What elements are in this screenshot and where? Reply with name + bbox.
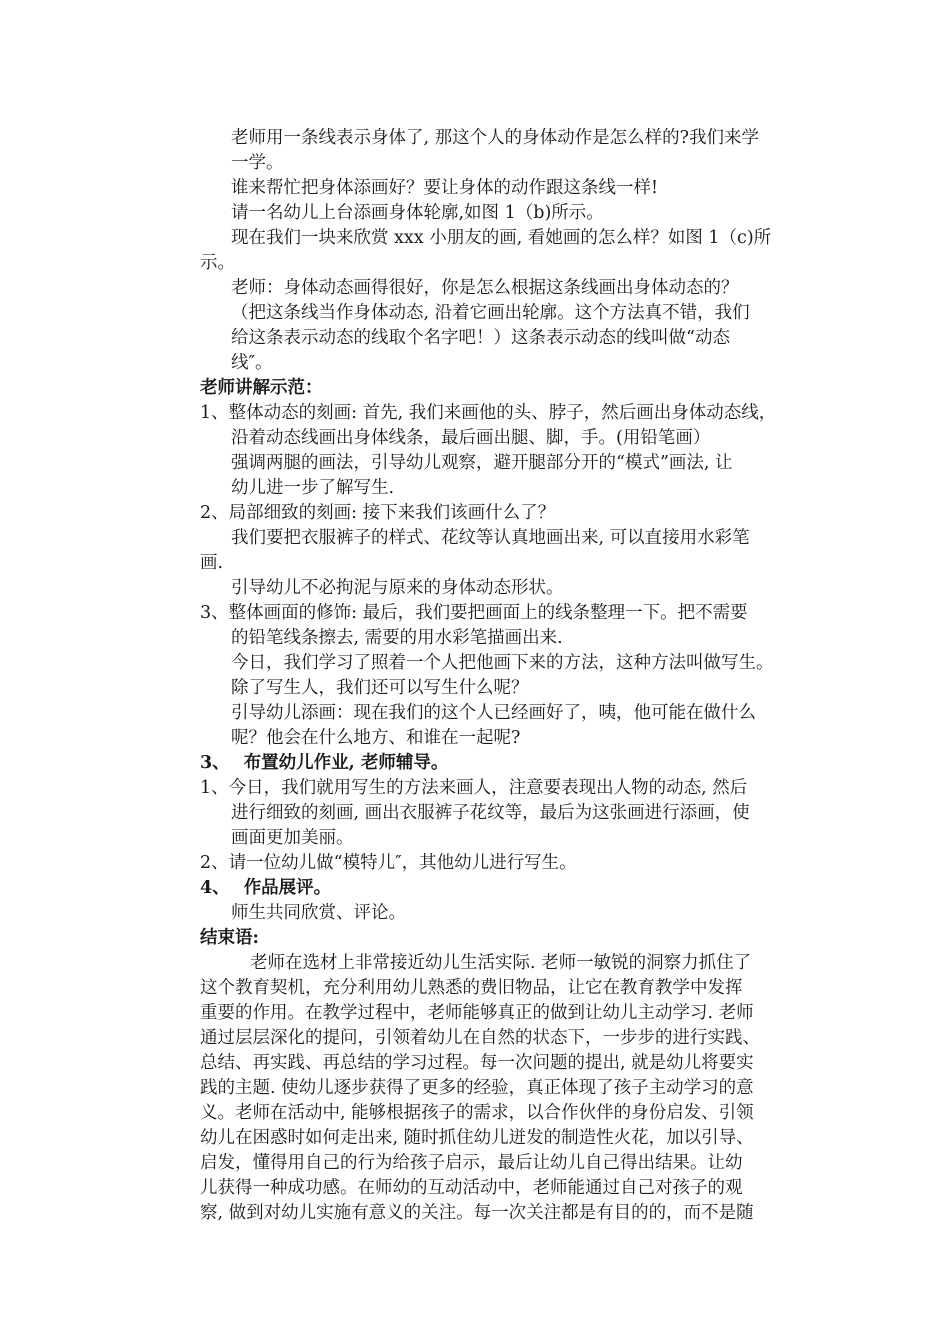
demo-step1-line-4: 幼儿进一步了解写生. bbox=[231, 478, 395, 498]
homework-number: 3、 bbox=[200, 753, 230, 773]
intro-line-2: 一学。 bbox=[231, 153, 284, 173]
homework-item2: 2、请一位幼儿做“模特儿″，其他幼儿进行写生。 bbox=[200, 853, 577, 873]
document-body bbox=[200, 126, 812, 1226]
homework-item1-line-1: 1、今日，我们就用写生的方法来画人，注意要表现出人物的动态, 然后 bbox=[200, 778, 748, 798]
demo-step3-line-1: 3、整体画面的修饰: 最后，我们要把画面上的线条整理一下。把不需要 bbox=[200, 603, 748, 623]
homework-item1-line-2: 进行细致的刻画, 画出衣服裤子花纹等，最后为这张画进行添画，使 bbox=[231, 803, 750, 823]
demo-step2-line-2: 我们要把衣服裤子的样式、花纹等认真地画出来, 可以直接用水彩笔 bbox=[231, 528, 750, 548]
intro-line-9: 给这条表示动态的线取个名字吧！）这条表示动态的线叫做“动态 bbox=[231, 328, 730, 348]
intro-line-1: 老师用一条线表示身体了, 那这个人的身体动作是怎么样的?我们来学 bbox=[231, 128, 760, 148]
intro-line-6: 示。 bbox=[200, 253, 235, 273]
demo-step3-line-2: 的铅笔线条擦去, 需要的用水彩笔描画出来. bbox=[231, 628, 563, 648]
conclusion-line-7: 义。老师在活动中, 能够根据孩子的需求，以合作伙伴的身份启发、引领 bbox=[200, 1103, 754, 1123]
review-text: 师生共同欣赏、评论。 bbox=[231, 903, 406, 923]
conclusion-line-8: 幼儿在困惑时如何走出来, 随时抓住幼儿迸发的制造性火花，加以引导、 bbox=[200, 1128, 754, 1148]
homework-item1-line-3: 画面更加美丽。 bbox=[231, 828, 354, 848]
demo-step1-line-2: 沿着动态线画出身体线条，最后画出腿、脚，手。(用铅笔画） bbox=[231, 428, 711, 448]
conclusion-line-1: 老师在选材上非常接近幼儿生活实际. 老师一敏锐的洞察力抓住了 bbox=[250, 953, 752, 973]
intro-line-5: 现在我们一块来欣赏 xxx 小朋友的画, 看她画的怎么样？如图 1（c)所 bbox=[231, 228, 772, 248]
demo-heading: 老师讲解示范： bbox=[200, 378, 323, 398]
demo-step3-line-4: 除了写生人，我们还可以写生什么呢？ bbox=[231, 678, 529, 698]
intro-line-4: 请一名幼儿上台添画身体轮廓,如图 1（b)所示。 bbox=[231, 203, 604, 223]
intro-line-7: 老师：身体动态画得很好，你是怎么根据这条线画出身体动态的？ bbox=[231, 278, 739, 298]
demo-step2-line-1: 2、局部细致的刻画: 接下来我们该画什么了？ bbox=[200, 503, 556, 523]
conclusion-line-10: 儿获得一种成功感。在师幼的互动活动中，老师能通过自己对孩子的观 bbox=[200, 1178, 743, 1198]
demo-step1-line-3: 强调两腿的画法，引导幼儿观察，避开腿部分开的“模式”画法, 让 bbox=[231, 453, 733, 473]
conclusion-line-3: 重要的作用。在教学过程中，老师能够真正的做到让幼儿主动学习. 老师 bbox=[200, 1003, 754, 1023]
conclusion-line-2: 这个教育契机，充分利用幼儿熟悉的费旧物品，让它在教育教学中发挥 bbox=[200, 978, 743, 998]
intro-line-8: （把这条线当作身体动态, 沿着它画出轮廓。这个方法真不错，我们 bbox=[231, 303, 750, 323]
demo-step2-line-3: 画. bbox=[200, 553, 224, 573]
demo-step3-line-6: 呢？他会在什么地方、和谁在一起呢? bbox=[231, 728, 521, 748]
homework-title: 布置幼儿作业, 老师辅导。 bbox=[243, 753, 449, 773]
review-heading bbox=[200, 876, 812, 901]
intro-line-10: 线″。 bbox=[231, 353, 273, 373]
conclusion-line-9: 启发，懂得用自己的行为给孩子启示，最后让幼儿自己得出结果。让幼 bbox=[200, 1153, 743, 1173]
conclusion-line-11: 察, 做到对幼儿实施有意义的关注。每一次关注都是有目的的，而不是随 bbox=[200, 1203, 754, 1223]
demo-step1-line-1: 1、整体动态的刻画: 首先, 我们来画他的头、脖子，然后画出身体动态线， bbox=[200, 403, 777, 423]
demo-step3-line-5: 引导幼儿添画：现在我们的这个人已经画好了，咦，他可能在做什么 bbox=[231, 703, 756, 723]
demo-step3-line-3: 今日，我们学习了照着一个人把他画下来的方法，这种方法叫做写生。 bbox=[231, 653, 774, 673]
conclusion-line-4: 通过层层深化的提问，引领着幼儿在自然的状态下，一步步的进行实践、 bbox=[200, 1028, 760, 1048]
review-title: 作品展评。 bbox=[243, 878, 332, 898]
demo-step2-line-4: 引导幼儿不必拘泥与原来的身体动态形状。 bbox=[231, 578, 564, 598]
conclusion-line-5: 总结、再实践、再总结的学习过程。每一次问题的提出, 就是幼儿将要实 bbox=[200, 1053, 754, 1073]
conclusion-line-6: 践的主题. 使幼儿逐步获得了更多的经验，真正体现了孩子主动学习的意 bbox=[200, 1078, 754, 1098]
intro-line-3: 谁来帮忙把身体添画好？要让身体的动作跟这条线一样! bbox=[231, 178, 659, 198]
review-number: 4、 bbox=[200, 878, 230, 898]
homework-heading bbox=[200, 751, 812, 776]
conclusion-heading: 结束语: bbox=[200, 928, 259, 948]
